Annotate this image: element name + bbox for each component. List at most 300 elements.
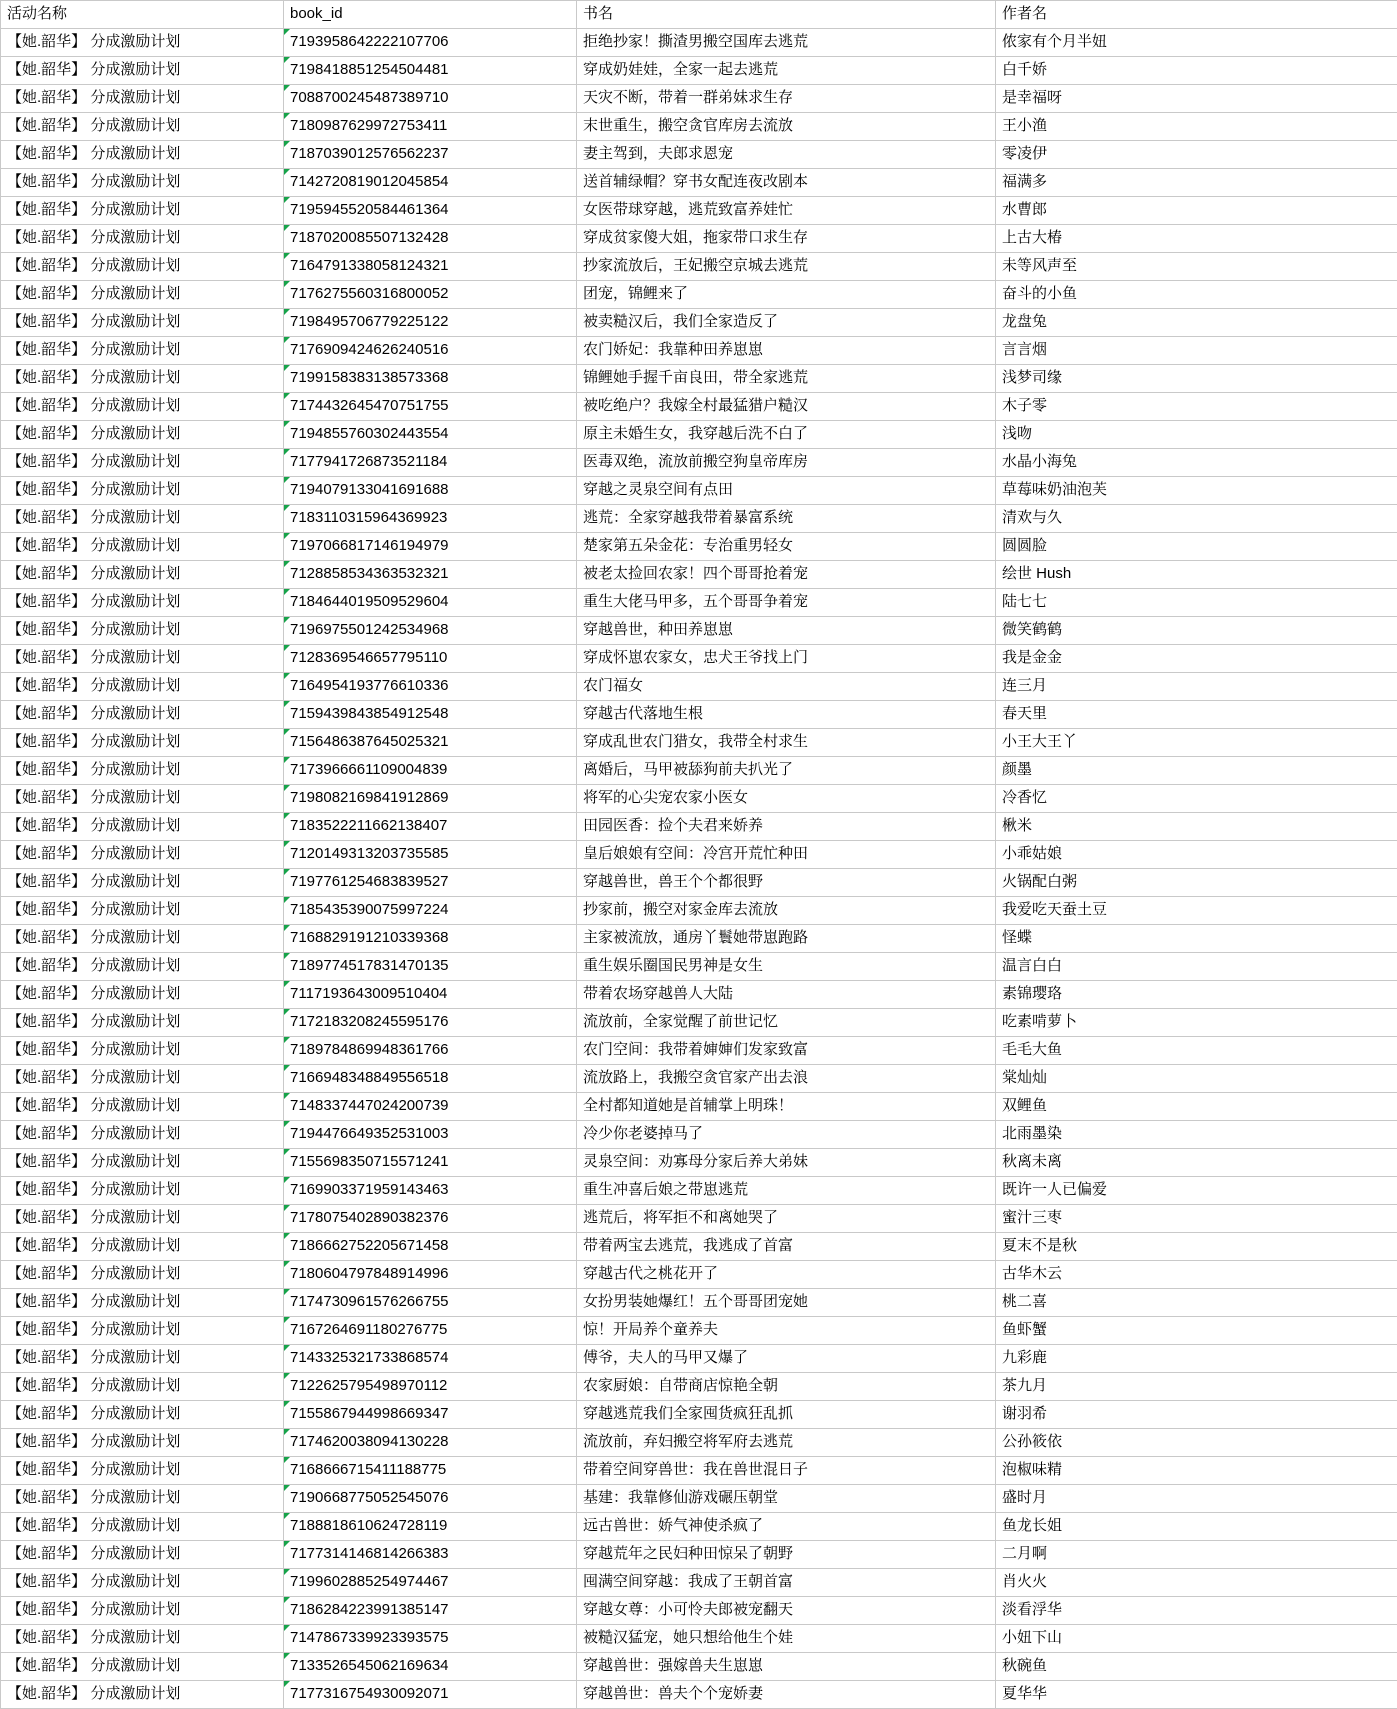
cell-author[interactable]: 秋离未离: [996, 1149, 1397, 1177]
cell-activity[interactable]: 【她.韶华】 分成激励计划: [1, 1121, 284, 1149]
cell-activity[interactable]: 【她.韶华】 分成激励计划: [1, 1345, 284, 1373]
table-row[interactable]: [1, 281, 1397, 309]
table-row[interactable]: [1, 141, 1397, 169]
cell-title[interactable]: 重生大佬马甲多，五个哥哥争着宠: [577, 589, 996, 617]
cell-title[interactable]: 灵泉空间：劝寡母分家后养大弟妹: [577, 1149, 996, 1177]
cell-activity[interactable]: 【她.韶华】 分成激励计划: [1, 225, 284, 253]
cell-title[interactable]: 田园医香：捡个夫君来娇养: [577, 813, 996, 841]
table-row[interactable]: [1, 561, 1397, 589]
cell-book-id[interactable]: 7185435390075997224: [284, 897, 577, 925]
table-row[interactable]: [1, 1597, 1397, 1625]
cell-title[interactable]: 楚家第五朵金花：专治重男轻女: [577, 533, 996, 561]
cell-title[interactable]: 流放路上，我搬空贪官家产出去浪: [577, 1065, 996, 1093]
cell-author[interactable]: 圆圆脸: [996, 533, 1397, 561]
cell-title[interactable]: 穿越古代落地生根: [577, 701, 996, 729]
cell-book-id[interactable]: 7193958642222107706: [284, 29, 577, 57]
cell-activity[interactable]: 【她.韶华】 分成激励计划: [1, 337, 284, 365]
cell-book-id[interactable]: 7164791338058124321: [284, 253, 577, 281]
cell-activity[interactable]: 【她.韶华】 分成激励计划: [1, 1681, 284, 1709]
cell-title[interactable]: 离婚后，马甲被舔狗前夫扒光了: [577, 757, 996, 785]
table-row[interactable]: [1, 1513, 1397, 1541]
cell-book-id[interactable]: 7178075402890382376: [284, 1205, 577, 1233]
cell-author[interactable]: 茶九月: [996, 1373, 1397, 1401]
table-row[interactable]: [1, 113, 1397, 141]
cell-activity[interactable]: 【她.韶华】 分成激励计划: [1, 309, 284, 337]
cell-book-id[interactable]: 7117193643009510404: [284, 981, 577, 1009]
cell-book-id[interactable]: 7194079133041691688: [284, 477, 577, 505]
cell-book-id[interactable]: 7169903371959143463: [284, 1177, 577, 1205]
cell-author[interactable]: 秋碗鱼: [996, 1653, 1397, 1681]
cell-title[interactable]: 送首辅绿帽？穿书女配连夜改剧本: [577, 169, 996, 197]
table-row[interactable]: [1, 1653, 1397, 1681]
cell-book-id[interactable]: 7184644019509529604: [284, 589, 577, 617]
cell-book-id[interactable]: 7128858534363532321: [284, 561, 577, 589]
cell-book-id[interactable]: 7189774517831470135: [284, 953, 577, 981]
cell-book-id[interactable]: 7088700245487389710: [284, 85, 577, 113]
cell-book-id[interactable]: 7176909424626240516: [284, 337, 577, 365]
cell-author[interactable]: 素锦璎珞: [996, 981, 1397, 1009]
cell-book-id[interactable]: 7187039012576562237: [284, 141, 577, 169]
cell-title[interactable]: 锦鲤她手握千亩良田，带全家逃荒: [577, 365, 996, 393]
cell-book-id[interactable]: 7156486387645025321: [284, 729, 577, 757]
cell-book-id[interactable]: 7148337447024200739: [284, 1093, 577, 1121]
table-row[interactable]: [1, 701, 1397, 729]
cell-activity[interactable]: 【她.韶华】 分成激励计划: [1, 841, 284, 869]
cell-activity[interactable]: 【她.韶华】 分成激励计划: [1, 1485, 284, 1513]
cell-activity[interactable]: 【她.韶华】 分成激励计划: [1, 1289, 284, 1317]
cell-title[interactable]: 主家被流放，通房丫鬟她带崽跑路: [577, 925, 996, 953]
table-row[interactable]: [1, 953, 1397, 981]
table-row[interactable]: [1, 1681, 1397, 1709]
cell-activity[interactable]: 【她.韶华】 分成激励计划: [1, 197, 284, 225]
cell-title[interactable]: 穿成怀崽农家女，忠犬王爷找上门: [577, 645, 996, 673]
column-header-author[interactable]: 作者名: [996, 1, 1397, 29]
cell-author[interactable]: 盛时月: [996, 1485, 1397, 1513]
cell-author[interactable]: 小妞下山: [996, 1625, 1397, 1653]
cell-author[interactable]: 上古大椿: [996, 225, 1397, 253]
cell-title[interactable]: 全村都知道她是首辅掌上明珠！: [577, 1093, 996, 1121]
cell-book-id[interactable]: 7198082169841912869: [284, 785, 577, 813]
cell-author[interactable]: 微笑鹤鹤: [996, 617, 1397, 645]
cell-activity[interactable]: 【她.韶华】 分成激励计划: [1, 925, 284, 953]
cell-title[interactable]: 穿越女尊：小可怜夫郎被宠翻天: [577, 1597, 996, 1625]
column-header-book-id[interactable]: book_id: [284, 1, 577, 29]
table-row[interactable]: [1, 253, 1397, 281]
cell-activity[interactable]: 【她.韶华】 分成激励计划: [1, 1317, 284, 1345]
cell-activity[interactable]: 【她.韶华】 分成激励计划: [1, 757, 284, 785]
table-row[interactable]: [1, 841, 1397, 869]
cell-author[interactable]: 鱼龙长姐: [996, 1513, 1397, 1541]
cell-activity[interactable]: 【她.韶华】 分成激励计划: [1, 869, 284, 897]
cell-activity[interactable]: 【她.韶华】 分成激励计划: [1, 981, 284, 1009]
table-row[interactable]: [1, 1233, 1397, 1261]
table-row[interactable]: [1, 1093, 1397, 1121]
table-row[interactable]: [1, 981, 1397, 1009]
cell-author[interactable]: 鱼虾蟹: [996, 1317, 1397, 1345]
cell-activity[interactable]: 【她.韶华】 分成激励计划: [1, 1541, 284, 1569]
cell-activity[interactable]: 【她.韶华】 分成激励计划: [1, 393, 284, 421]
cell-title[interactable]: 带着空间穿兽世：我在兽世混日子: [577, 1457, 996, 1485]
cell-activity[interactable]: 【她.韶华】 分成激励计划: [1, 1457, 284, 1485]
cell-activity[interactable]: 【她.韶华】 分成激励计划: [1, 1625, 284, 1653]
cell-author[interactable]: 古华木云: [996, 1261, 1397, 1289]
cell-author[interactable]: 龙盘兔: [996, 309, 1397, 337]
cell-author[interactable]: 小王大王丫: [996, 729, 1397, 757]
cell-activity[interactable]: 【她.韶华】 分成激励计划: [1, 505, 284, 533]
cell-title[interactable]: 医毒双绝，流放前搬空狗皇帝库房: [577, 449, 996, 477]
cell-book-id[interactable]: 7195945520584461364: [284, 197, 577, 225]
table-row[interactable]: [1, 617, 1397, 645]
cell-activity[interactable]: 【她.韶华】 分成激励计划: [1, 113, 284, 141]
table-row[interactable]: [1, 477, 1397, 505]
cell-book-id[interactable]: 7180604797848914996: [284, 1261, 577, 1289]
cell-activity[interactable]: 【她.韶华】 分成激励计划: [1, 673, 284, 701]
cell-book-id[interactable]: 7168666715411188775: [284, 1457, 577, 1485]
table-row[interactable]: [1, 393, 1397, 421]
table-row[interactable]: [1, 1569, 1397, 1597]
cell-book-id[interactable]: 7177314146814266383: [284, 1541, 577, 1569]
column-header-activity[interactable]: 活动名称: [1, 1, 284, 29]
cell-activity[interactable]: 【她.韶华】 分成激励计划: [1, 1009, 284, 1037]
table-row[interactable]: [1, 673, 1397, 701]
cell-activity[interactable]: 【她.韶华】 分成激励计划: [1, 1037, 284, 1065]
cell-book-id[interactable]: 7166948348849556518: [284, 1065, 577, 1093]
cell-book-id[interactable]: 7189784869948361766: [284, 1037, 577, 1065]
cell-book-id[interactable]: 7183522211662138407: [284, 813, 577, 841]
cell-book-id[interactable]: 7168829191210339368: [284, 925, 577, 953]
cell-title[interactable]: 女医带球穿越，逃荒致富养娃忙: [577, 197, 996, 225]
cell-author[interactable]: 二月啊: [996, 1541, 1397, 1569]
cell-title[interactable]: 逃荒：全家穿越我带着暴富系统: [577, 505, 996, 533]
cell-title[interactable]: 流放前，弃妇搬空将军府去逃荒: [577, 1429, 996, 1457]
cell-author[interactable]: 是幸福呀: [996, 85, 1397, 113]
cell-title[interactable]: 将军的心尖宠农家小医女: [577, 785, 996, 813]
table-row[interactable]: [1, 169, 1397, 197]
table-row[interactable]: [1, 925, 1397, 953]
cell-author[interactable]: 清欢与久: [996, 505, 1397, 533]
cell-author[interactable]: 桃二喜: [996, 1289, 1397, 1317]
cell-activity[interactable]: 【她.韶华】 分成激励计划: [1, 561, 284, 589]
cell-book-id[interactable]: 7174620038094130228: [284, 1429, 577, 1457]
cell-author[interactable]: 夏华华: [996, 1681, 1397, 1709]
cell-book-id[interactable]: 7196975501242534968: [284, 617, 577, 645]
cell-title[interactable]: 农门福女: [577, 673, 996, 701]
cell-activity[interactable]: 【她.韶华】 分成激励计划: [1, 1597, 284, 1625]
cell-title[interactable]: 远古兽世：娇气神使杀疯了: [577, 1513, 996, 1541]
cell-author[interactable]: 浅梦司缘: [996, 365, 1397, 393]
table-row[interactable]: [1, 1261, 1397, 1289]
cell-activity[interactable]: 【她.韶华】 分成激励计划: [1, 1513, 284, 1541]
table-row[interactable]: [1, 589, 1397, 617]
cell-title[interactable]: 穿成奶娃娃，全家一起去逃荒: [577, 57, 996, 85]
cell-title[interactable]: 女扮男装她爆红！五个哥哥团宠她: [577, 1289, 996, 1317]
cell-title[interactable]: 穿越兽世：兽夫个个宠娇妻: [577, 1681, 996, 1709]
cell-activity[interactable]: 【她.韶华】 分成激励计划: [1, 477, 284, 505]
cell-book-id[interactable]: 7155867944998669347: [284, 1401, 577, 1429]
cell-author[interactable]: 春天里: [996, 701, 1397, 729]
cell-title[interactable]: 囤满空间穿越：我成了王朝首富: [577, 1569, 996, 1597]
cell-author[interactable]: 公孙筱依: [996, 1429, 1397, 1457]
cell-author[interactable]: 言言烟: [996, 337, 1397, 365]
cell-activity[interactable]: 【她.韶华】 分成激励计划: [1, 85, 284, 113]
cell-author[interactable]: 冷香忆: [996, 785, 1397, 813]
cell-activity[interactable]: 【她.韶华】 分成激励计划: [1, 1093, 284, 1121]
cell-activity[interactable]: 【她.韶华】 分成激励计划: [1, 253, 284, 281]
cell-author[interactable]: 肖火火: [996, 1569, 1397, 1597]
cell-title[interactable]: 被老太捡回农家！四个哥哥抢着宠: [577, 561, 996, 589]
table-row[interactable]: [1, 309, 1397, 337]
cell-activity[interactable]: 【她.韶华】 分成激励计划: [1, 1261, 284, 1289]
cell-title[interactable]: 惊！开局养个童养夫: [577, 1317, 996, 1345]
cell-author[interactable]: 谢羽希: [996, 1401, 1397, 1429]
cell-author[interactable]: 零凌伊: [996, 141, 1397, 169]
cell-author[interactable]: 蜜汁三枣: [996, 1205, 1397, 1233]
cell-title[interactable]: 穿越之灵泉空间有点田: [577, 477, 996, 505]
cell-activity[interactable]: 【她.韶华】 分成激励计划: [1, 897, 284, 925]
cell-activity[interactable]: 【她.韶华】 分成激励计划: [1, 701, 284, 729]
table-row[interactable]: [1, 449, 1397, 477]
cell-title[interactable]: 基建：我靠修仙游戏碾压朝堂: [577, 1485, 996, 1513]
table-row[interactable]: [1, 869, 1397, 897]
cell-title[interactable]: 冷少你老婆掉马了: [577, 1121, 996, 1149]
cell-author[interactable]: 双鲤鱼: [996, 1093, 1397, 1121]
cell-activity[interactable]: 【她.韶华】 分成激励计划: [1, 1401, 284, 1429]
cell-title[interactable]: 穿越兽世，种田养崽崽: [577, 617, 996, 645]
cell-book-id[interactable]: 7180987629972753411: [284, 113, 577, 141]
cell-title[interactable]: 流放前，全家觉醒了前世记忆: [577, 1009, 996, 1037]
table-row[interactable]: [1, 1065, 1397, 1093]
cell-title[interactable]: 抄家流放后，王妃搬空京城去逃荒: [577, 253, 996, 281]
cell-book-id[interactable]: 7187020085507132428: [284, 225, 577, 253]
table-row[interactable]: [1, 1205, 1397, 1233]
cell-author[interactable]: 未等风声至: [996, 253, 1397, 281]
cell-title[interactable]: 被糙汉猛宠，她只想给他生个娃: [577, 1625, 996, 1653]
table-row[interactable]: [1, 645, 1397, 673]
cell-title[interactable]: 农门空间：我带着婶婶们发家致富: [577, 1037, 996, 1065]
cell-activity[interactable]: 【她.韶华】 分成激励计划: [1, 1373, 284, 1401]
cell-title[interactable]: 逃荒后，将军拒不和离她哭了: [577, 1205, 996, 1233]
cell-book-id[interactable]: 7177941726873521184: [284, 449, 577, 477]
table-row[interactable]: [1, 1149, 1397, 1177]
cell-title[interactable]: 傅爷，夫人的马甲又爆了: [577, 1345, 996, 1373]
cell-activity[interactable]: 【她.韶华】 分成激励计划: [1, 953, 284, 981]
cell-book-id[interactable]: 7143325321733868574: [284, 1345, 577, 1373]
cell-author[interactable]: 水晶小海兔: [996, 449, 1397, 477]
cell-title[interactable]: 带着两宝去逃荒，我逃成了首富: [577, 1233, 996, 1261]
cell-author[interactable]: 侬家有个月半妞: [996, 29, 1397, 57]
table-row[interactable]: [1, 337, 1397, 365]
cell-book-id[interactable]: 7155698350715571241: [284, 1149, 577, 1177]
cell-book-id[interactable]: 7133526545062169634: [284, 1653, 577, 1681]
cell-title[interactable]: 农门娇妃：我靠种田养崽崽: [577, 337, 996, 365]
table-row[interactable]: [1, 1121, 1397, 1149]
cell-book-id[interactable]: 7120149313203735585: [284, 841, 577, 869]
cell-title[interactable]: 天灾不断，带着一群弟妹求生存: [577, 85, 996, 113]
cell-activity[interactable]: 【她.韶华】 分成激励计划: [1, 589, 284, 617]
table-row[interactable]: [1, 1037, 1397, 1065]
cell-book-id[interactable]: 7197761254683839527: [284, 869, 577, 897]
cell-book-id[interactable]: 7176275560316800052: [284, 281, 577, 309]
cell-author[interactable]: 夏末不是秋: [996, 1233, 1397, 1261]
cell-book-id[interactable]: 7174730961576266755: [284, 1289, 577, 1317]
cell-author[interactable]: 浅吻: [996, 421, 1397, 449]
cell-book-id[interactable]: 7198418851254504481: [284, 57, 577, 85]
cell-author[interactable]: 吃素啃萝卜: [996, 1009, 1397, 1037]
cell-activity[interactable]: 【她.韶华】 分成激励计划: [1, 645, 284, 673]
cell-author[interactable]: 小乖姑娘: [996, 841, 1397, 869]
cell-activity[interactable]: 【她.韶华】 分成激励计划: [1, 1205, 284, 1233]
cell-book-id[interactable]: 7183110315964369923: [284, 505, 577, 533]
cell-book-id[interactable]: 7147867339923393575: [284, 1625, 577, 1653]
cell-activity[interactable]: 【她.韶华】 分成激励计划: [1, 449, 284, 477]
cell-author[interactable]: 水曹郎: [996, 197, 1397, 225]
cell-author[interactable]: 白千娇: [996, 57, 1397, 85]
cell-book-id[interactable]: 7142720819012045854: [284, 169, 577, 197]
table-row[interactable]: [1, 1625, 1397, 1653]
cell-activity[interactable]: 【她.韶华】 分成激励计划: [1, 141, 284, 169]
cell-author[interactable]: 福满多: [996, 169, 1397, 197]
cell-author[interactable]: 王小渔: [996, 113, 1397, 141]
cell-title[interactable]: 穿越兽世，兽王个个都很野: [577, 869, 996, 897]
table-row[interactable]: [1, 1345, 1397, 1373]
table-row[interactable]: [1, 1289, 1397, 1317]
cell-author[interactable]: 棠灿灿: [996, 1065, 1397, 1093]
table-row[interactable]: [1, 57, 1397, 85]
cell-author[interactable]: 北雨墨染: [996, 1121, 1397, 1149]
cell-author[interactable]: 草莓味奶油泡芙: [996, 477, 1397, 505]
table-row[interactable]: [1, 1541, 1397, 1569]
cell-title[interactable]: 穿越荒年之民妇种田惊呆了朝野: [577, 1541, 996, 1569]
cell-title[interactable]: 重生娱乐圈国民男神是女生: [577, 953, 996, 981]
cell-activity[interactable]: 【她.韶华】 分成激励计划: [1, 813, 284, 841]
cell-activity[interactable]: 【她.韶华】 分成激励计划: [1, 533, 284, 561]
cell-book-id[interactable]: 7197066817146194979: [284, 533, 577, 561]
cell-book-id[interactable]: 7174432645470751755: [284, 393, 577, 421]
cell-activity[interactable]: 【她.韶华】 分成激励计划: [1, 785, 284, 813]
cell-title[interactable]: 团宠，锦鲤来了: [577, 281, 996, 309]
cell-title[interactable]: 原主未婚生女，我穿越后洗不白了: [577, 421, 996, 449]
cell-title[interactable]: 末世重生，搬空贪官库房去流放: [577, 113, 996, 141]
cell-author[interactable]: 温言白白: [996, 953, 1397, 981]
cell-book-id[interactable]: 7122625795498970112: [284, 1373, 577, 1401]
cell-book-id[interactable]: 7128369546657795110: [284, 645, 577, 673]
table-row[interactable]: [1, 785, 1397, 813]
cell-book-id[interactable]: 7172183208245595176: [284, 1009, 577, 1037]
table-row[interactable]: [1, 85, 1397, 113]
table-row[interactable]: [1, 1429, 1397, 1457]
table-row[interactable]: [1, 897, 1397, 925]
cell-activity[interactable]: 【她.韶华】 分成激励计划: [1, 29, 284, 57]
cell-title[interactable]: 重生冲喜后娘之带崽逃荒: [577, 1177, 996, 1205]
cell-book-id[interactable]: 7177316754930092071: [284, 1681, 577, 1709]
table-row[interactable]: [1, 505, 1397, 533]
cell-title[interactable]: 带着农场穿越兽人大陆: [577, 981, 996, 1009]
cell-title[interactable]: 穿越兽世：强嫁兽夫生崽崽: [577, 1653, 996, 1681]
table-row[interactable]: [1, 225, 1397, 253]
cell-book-id[interactable]: 7194855760302443554: [284, 421, 577, 449]
cell-author[interactable]: 奋斗的小鱼: [996, 281, 1397, 309]
table-row[interactable]: [1, 1009, 1397, 1037]
cell-title[interactable]: 被吃绝户？我嫁全村最猛猎户糙汉: [577, 393, 996, 421]
cell-author[interactable]: 颜墨: [996, 757, 1397, 785]
cell-activity[interactable]: 【她.韶华】 分成激励计划: [1, 1429, 284, 1457]
cell-title[interactable]: 穿成贫家傻大姐，拖家带口求生存: [577, 225, 996, 253]
cell-author[interactable]: 连三月: [996, 673, 1397, 701]
cell-activity[interactable]: 【她.韶华】 分成激励计划: [1, 281, 284, 309]
cell-title[interactable]: 皇后娘娘有空间：冷宫开荒忙种田: [577, 841, 996, 869]
cell-book-id[interactable]: 7199602885254974467: [284, 1569, 577, 1597]
table-row[interactable]: [1, 729, 1397, 757]
cell-author[interactable]: 木子零: [996, 393, 1397, 421]
table-row[interactable]: [1, 421, 1397, 449]
cell-activity[interactable]: 【她.韶华】 分成激励计划: [1, 365, 284, 393]
cell-activity[interactable]: 【她.韶华】 分成激励计划: [1, 169, 284, 197]
cell-author[interactable]: 淡看浮华: [996, 1597, 1397, 1625]
table-row[interactable]: [1, 813, 1397, 841]
cell-author[interactable]: 我是金金: [996, 645, 1397, 673]
cell-book-id[interactable]: 7159439843854912548: [284, 701, 577, 729]
cell-book-id[interactable]: 7186284223991385147: [284, 1597, 577, 1625]
cell-activity[interactable]: 【她.韶华】 分成激励计划: [1, 617, 284, 645]
table-row[interactable]: [1, 365, 1397, 393]
cell-book-id[interactable]: 7186662752205671458: [284, 1233, 577, 1261]
cell-author[interactable]: 我爱吃天蚕土豆: [996, 897, 1397, 925]
table-row[interactable]: [1, 29, 1397, 57]
cell-title[interactable]: 穿越古代之桃花开了: [577, 1261, 996, 1289]
cell-book-id[interactable]: 7199158383138573368: [284, 365, 577, 393]
cell-author[interactable]: 绘世 Hush: [996, 561, 1397, 589]
cell-author[interactable]: 既许一人已偏爱: [996, 1177, 1397, 1205]
cell-activity[interactable]: 【她.韶华】 分成激励计划: [1, 57, 284, 85]
cell-book-id[interactable]: 7194476649352531003: [284, 1121, 577, 1149]
cell-activity[interactable]: 【她.韶华】 分成激励计划: [1, 1569, 284, 1597]
cell-author[interactable]: 怪蝶: [996, 925, 1397, 953]
table-row[interactable]: [1, 533, 1397, 561]
cell-title[interactable]: 妻主驾到，夫郎求恩宠: [577, 141, 996, 169]
cell-title[interactable]: 拒绝抄家！撕渣男搬空国库去逃荒: [577, 29, 996, 57]
cell-title[interactable]: 农家厨娘：自带商店惊艳全朝: [577, 1373, 996, 1401]
cell-book-id[interactable]: 7198495706779225122: [284, 309, 577, 337]
table-row[interactable]: [1, 1317, 1397, 1345]
table-row[interactable]: [1, 1401, 1397, 1429]
cell-activity[interactable]: 【她.韶华】 分成激励计划: [1, 1653, 284, 1681]
cell-author[interactable]: 火锅配白粥: [996, 869, 1397, 897]
cell-activity[interactable]: 【她.韶华】 分成激励计划: [1, 421, 284, 449]
cell-book-id[interactable]: 7167264691180276775: [284, 1317, 577, 1345]
table-row[interactable]: [1, 1485, 1397, 1513]
cell-title[interactable]: 抄家前，搬空对家金库去流放: [577, 897, 996, 925]
cell-activity[interactable]: 【她.韶华】 分成激励计划: [1, 1065, 284, 1093]
cell-activity[interactable]: 【她.韶华】 分成激励计划: [1, 1149, 284, 1177]
cell-activity[interactable]: 【她.韶华】 分成激励计划: [1, 729, 284, 757]
cell-book-id[interactable]: 7173966661109004839: [284, 757, 577, 785]
cell-author[interactable]: 毛毛大鱼: [996, 1037, 1397, 1065]
cell-author[interactable]: 九彩鹿: [996, 1345, 1397, 1373]
cell-author[interactable]: 陆七七: [996, 589, 1397, 617]
table-row[interactable]: [1, 1457, 1397, 1485]
cell-book-id[interactable]: 7188818610624728119: [284, 1513, 577, 1541]
cell-title[interactable]: 穿越逃荒我们全家囤货疯狂乱抓: [577, 1401, 996, 1429]
cell-book-id[interactable]: 7164954193776610336: [284, 673, 577, 701]
cell-title[interactable]: 被卖糙汉后，我们全家造反了: [577, 309, 996, 337]
table-row[interactable]: [1, 757, 1397, 785]
cell-activity[interactable]: 【她.韶华】 分成激励计划: [1, 1233, 284, 1261]
cell-title[interactable]: 穿成乱世农门猎女，我带全村求生: [577, 729, 996, 757]
cell-author[interactable]: 楸米: [996, 813, 1397, 841]
table-row[interactable]: [1, 197, 1397, 225]
cell-activity[interactable]: 【她.韶华】 分成激励计划: [1, 1177, 284, 1205]
cell-book-id[interactable]: 7190668775052545076: [284, 1485, 577, 1513]
